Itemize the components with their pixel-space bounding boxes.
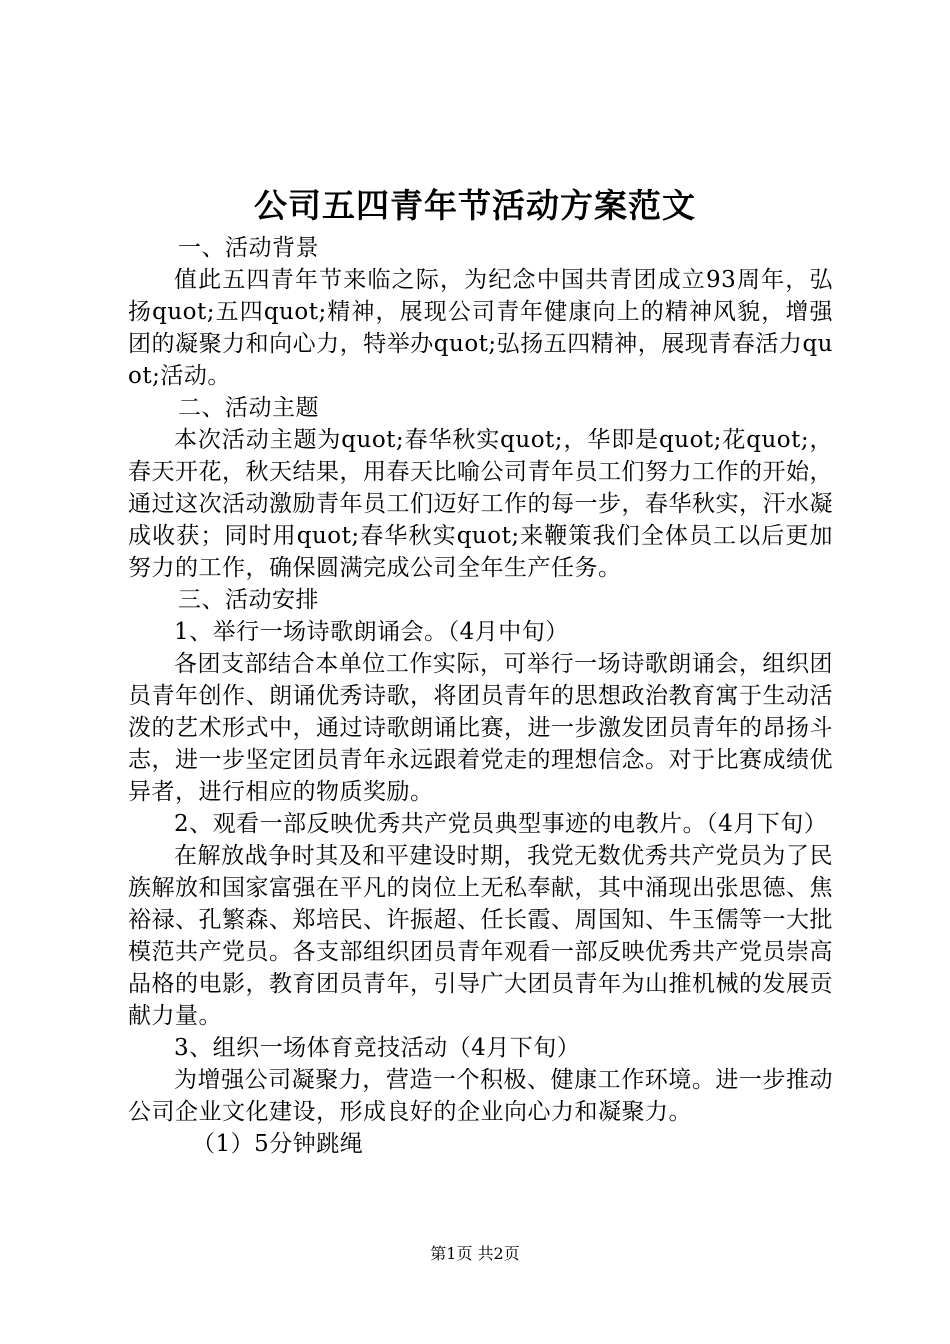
item-heading-film: 2、观看一部反映优秀共产党员典型事迹的电教片。（4月下旬） (174, 811, 828, 837)
item-heading-poetry: 1、举行一场诗歌朗诵会。（4月中旬） (174, 619, 569, 645)
section-heading-arrangement: 三、活动安排 (178, 587, 319, 613)
document-title: 公司五四青年节活动方案范文 (254, 186, 696, 225)
paragraph-sports: 为增强公司凝聚力，营造一个积极、健康工作环境。进一步推动公司企业文化建设，形成良好的企业向心力和凝聚力。 (128, 1067, 833, 1125)
paragraph-background: 值此五四青年节来临之际，为纪念中国共青团成立93周年，弘扬quot;五四quot;精神，展现公司青年健康向上的精神风貌，增强团的凝聚力和向心力，特举办quot;弘扬五四精神，展现青春活力quot;活动。 (128, 267, 833, 389)
document-body (128, 232, 833, 1160)
section-heading-background: 一、活动背景 (178, 235, 319, 261)
page-footer: 第1页 共2页 (430, 1244, 520, 1263)
paragraph-film: 在解放战争时其及和平建设时期，我党无数优秀共产党员为了民族解放和国家富强在平凡的岗位上无私奉献，其中涌现出张思德、焦裕禄、孔繁森、郑培民、许振超、任长霞、周国知、牛玉儒等一大批模范共产党员。各支部组织团员青年观看一部反映优秀共产党员崇高品格的电影，教育团员青年，引导广大团员青年为山推机械的发展贡献力量。 (128, 843, 833, 1029)
subitem-rope-skipping: （1）5分钟跳绳 (192, 1131, 364, 1157)
paragraph-theme: 本次活动主题为quot;春华秋实quot;，华即是quot;花quot;，春天开花，秋天结果，用春天比喻公司青年员工们努力工作的开始，通过这次活动激励青年员工们迈好工作的每一步，春华秋实，汗水凝成收获；同时用quot;春华秋实quot;来鞭策我们全体员工以后更加努力的工作，确保圆满完成公司全年生产任务。 (128, 427, 833, 581)
item-heading-sports: 3、组织一场体育竞技活动（4月下旬） (174, 1035, 581, 1061)
section-heading-theme: 二、活动主题 (178, 395, 319, 421)
paragraph-poetry: 各团支部结合本单位工作实际，可举行一场诗歌朗诵会，组织团员青年创作、朗诵优秀诗歌，将团员青年的思想政治教育寓于生动活泼的艺术形式中，通过诗歌朗诵比赛，进一步激发团员青年的昂扬斗志，进一步坚定团员青年永远跟着党走的理想信念。对于比赛成绩优异者，进行相应的物质奖励。 (128, 651, 833, 805)
